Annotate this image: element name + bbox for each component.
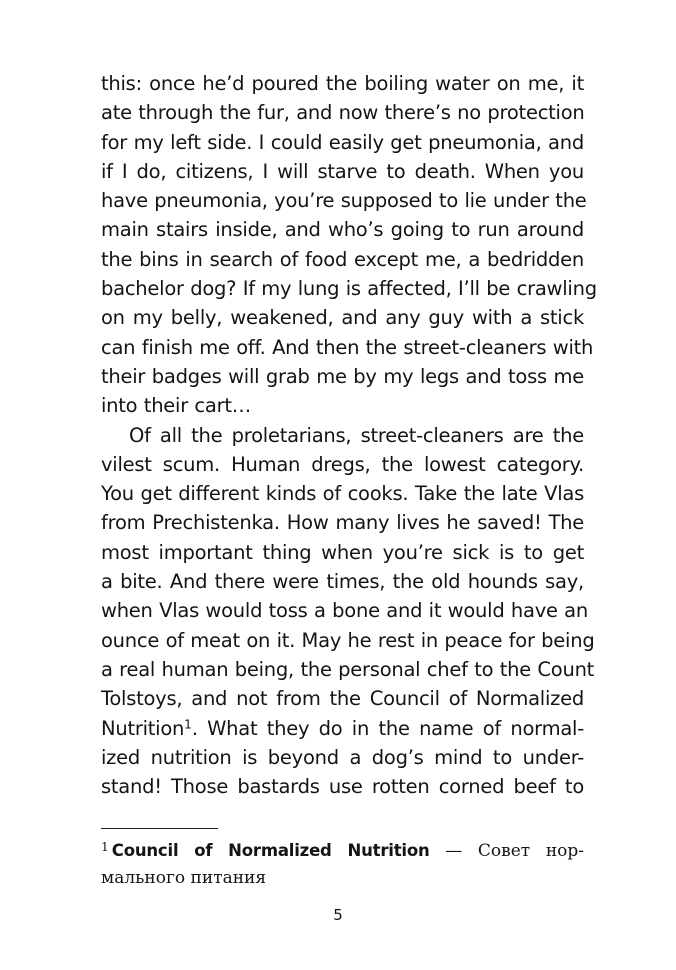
text-line: this: once he’d poured the boiling water on me, it xyxy=(101,72,584,95)
text-line: have pneumonia, you’re supposed to lie under the xyxy=(101,189,587,213)
text-line: Tolstoys, and not from the Council of Normalized xyxy=(101,687,584,711)
text-line: if I do, citizens, I will starve to death. When you xyxy=(101,159,584,183)
text-line: on my belly, weakened, and any guy with a stick xyxy=(101,306,584,330)
footnote xyxy=(101,837,584,892)
text-line: main stairs inside, and who’s going to run around xyxy=(101,218,584,242)
text-line: when Vlas would toss a bone and it would have an xyxy=(101,599,588,623)
footnote-first-line xyxy=(101,837,584,865)
footnote-translation: — Совет нор- xyxy=(445,841,585,861)
footnote-divider xyxy=(101,828,218,829)
footnote-term: Council of Normalized Nutrition xyxy=(111,841,430,860)
footnote-number: 1 xyxy=(101,840,109,855)
text-line: most important thing when you’re sick is to get xyxy=(101,540,584,564)
page-number: 5 xyxy=(333,906,343,924)
text-segment: . What they do in the name of normal- xyxy=(191,716,584,740)
text-line: vilest scum. Human dregs, the lowest category. xyxy=(101,452,584,476)
footnote-continuation: мального питания xyxy=(101,868,267,888)
text-line: You get different kinds of cooks. Take the late Vlas xyxy=(101,482,584,506)
paragraph-end-line: into their cart… xyxy=(101,394,252,418)
text-line: their badges will grab me by my legs and toss me xyxy=(101,364,584,388)
text-line: the bins in search of food except me, a bedridden xyxy=(101,247,584,271)
footnote-reference-line xyxy=(101,714,584,743)
text-line: a bite. And there were times, the old hounds say, xyxy=(101,570,584,594)
text-line: can finish me off. And then the street-cleaners with xyxy=(101,335,594,359)
text-line: bachelor dog? If my lung is affected, I’ll be crawling xyxy=(101,277,597,301)
text-line: stand! Those bastards use rotten corned beef to xyxy=(101,775,584,799)
body-text xyxy=(101,69,597,801)
text-line: for my left side. I could easily get pneumonia, and xyxy=(101,130,584,154)
text-line: ate through the fur, and now there’s no protection xyxy=(101,101,585,125)
text-line: ounce of meat on it. May he rest in peace for being xyxy=(101,628,595,652)
paragraph-start-line: Of all the proletarians, street-cleaners are the xyxy=(129,423,584,447)
text-line: from Prechistenka. How many lives he saved! The xyxy=(101,511,584,535)
footnote-reference[interactable]: 1 xyxy=(184,716,192,731)
text-segment: Nutrition xyxy=(101,716,185,740)
text-line: ized nutrition is beyond a dog’s mind to under- xyxy=(101,745,584,769)
text-line: a real human being, the personal chef to the Count xyxy=(101,657,595,681)
